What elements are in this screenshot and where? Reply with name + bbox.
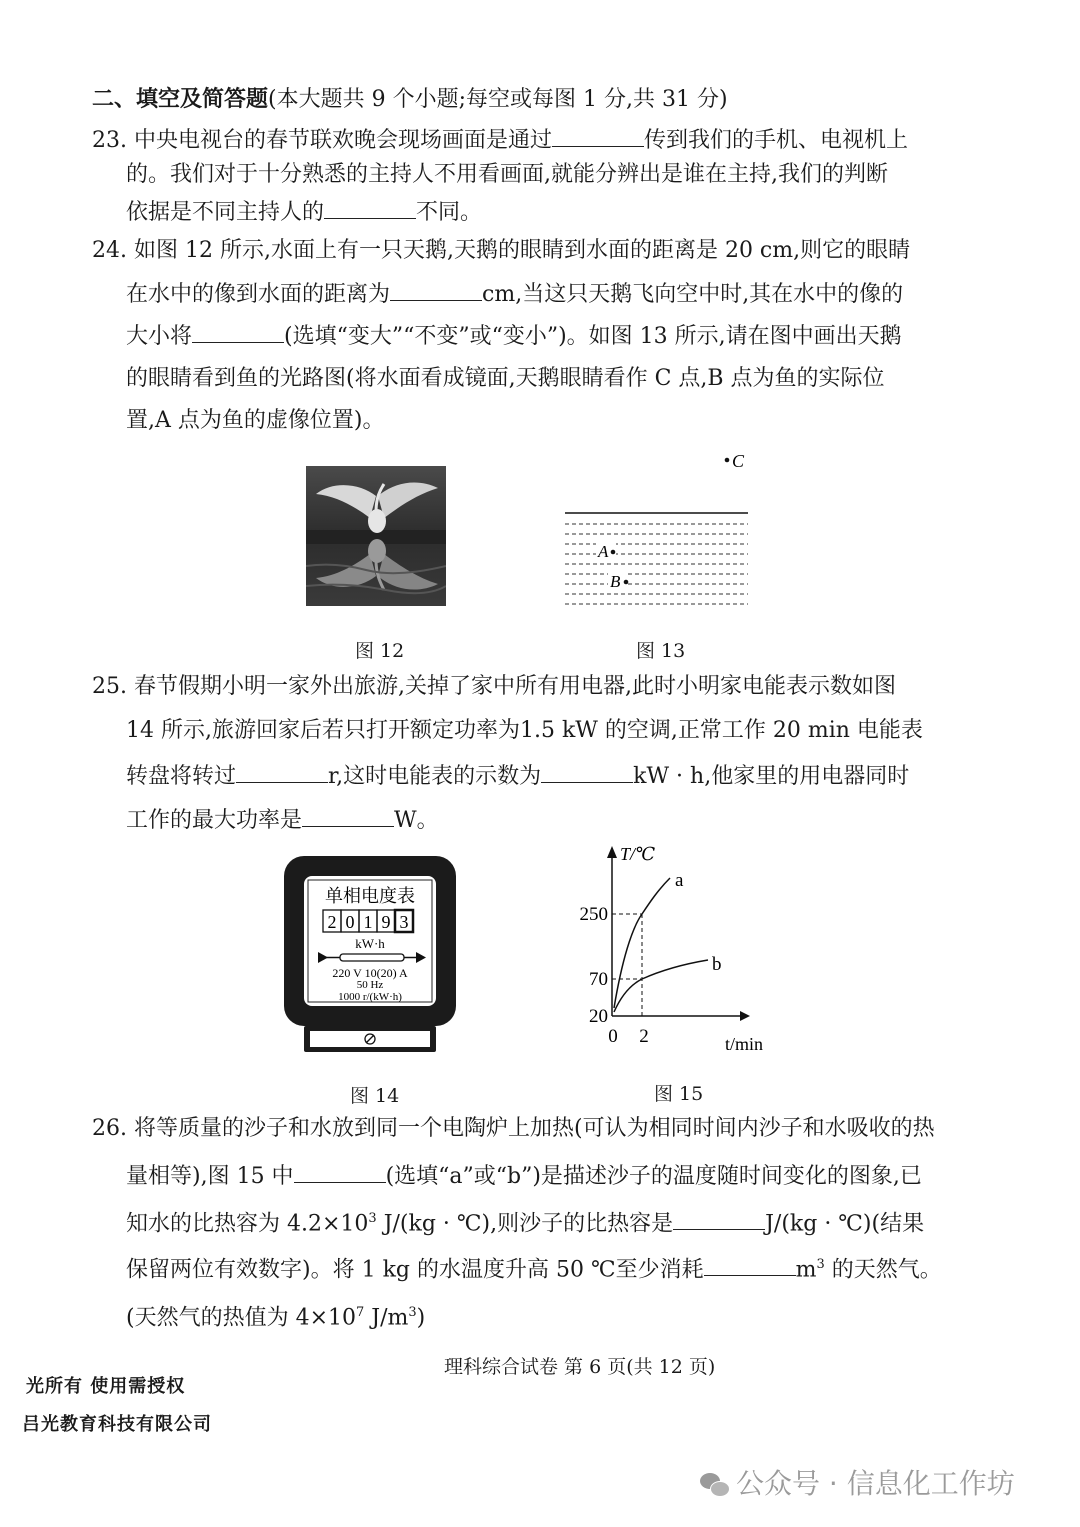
meter-digit: 9 bbox=[381, 912, 391, 932]
figure-15-caption: 图 15 bbox=[654, 1083, 704, 1105]
copyright-company: 吕光教育科技有限公司 bbox=[22, 1414, 212, 1435]
answer-blank[interactable] bbox=[324, 196, 416, 219]
x-axis-label: t/min bbox=[725, 1034, 764, 1054]
point-c bbox=[725, 458, 730, 463]
figure-14-electric-meter bbox=[282, 854, 458, 1056]
answer-blank[interactable] bbox=[236, 760, 328, 783]
page-footer: 理科综合试卷 第 6 页(共 12 页) bbox=[444, 1356, 716, 1378]
y-tick-label: 20 bbox=[589, 1006, 608, 1027]
meter-digit: 3 bbox=[399, 912, 409, 932]
copyright-notice: 光所有 使用需授权 bbox=[26, 1376, 186, 1397]
meter-digit: 1 bbox=[363, 912, 373, 932]
meter-digit: 2 bbox=[327, 912, 337, 932]
figure-14-caption: 图 14 bbox=[350, 1085, 400, 1107]
figure-13-caption: 图 13 bbox=[636, 640, 686, 662]
answer-blank[interactable] bbox=[302, 804, 394, 827]
curve-a-label: a bbox=[675, 870, 684, 891]
answer-blank[interactable] bbox=[390, 278, 482, 301]
curve-b-label: b bbox=[712, 954, 722, 975]
label-b: B bbox=[610, 572, 621, 591]
meter-spec-frequency: 50 Hz bbox=[356, 979, 384, 991]
meter-spec-constant: 1000 r/(kW·h) bbox=[338, 991, 402, 1003]
section-title: 二、填空及简答题(本大题共 9 个小题;每空或每图 1 分,共 31 分) bbox=[92, 86, 728, 112]
x-axis-arrow-icon bbox=[740, 1011, 750, 1021]
meter-unit: kW·h bbox=[355, 936, 385, 951]
y-tick-label: 70 bbox=[589, 969, 608, 990]
water-dashes bbox=[565, 524, 748, 604]
answer-blank[interactable] bbox=[294, 1160, 386, 1183]
x-tick-label: 2 bbox=[639, 1026, 649, 1047]
label-a: A bbox=[598, 542, 609, 561]
y-tick-label: 250 bbox=[579, 904, 608, 925]
y-axis-label: T/℃ bbox=[620, 844, 656, 864]
figure-12-swan-photo bbox=[306, 466, 446, 606]
figure-15-graph bbox=[570, 840, 780, 1058]
meter-title: 单相电度表 bbox=[325, 886, 415, 906]
answer-blank[interactable] bbox=[673, 1207, 765, 1230]
point-a bbox=[611, 550, 616, 555]
meter-spec-voltage: 220 V 10(20) A bbox=[332, 966, 408, 980]
answer-blank[interactable] bbox=[704, 1253, 796, 1276]
wechat-icon bbox=[700, 1473, 728, 1497]
y-axis-arrow-icon bbox=[607, 846, 617, 858]
figure-12-caption: 图 12 bbox=[355, 640, 405, 662]
x-tick-label: 0 bbox=[608, 1026, 618, 1047]
figure-13-diagram bbox=[560, 446, 760, 616]
label-c: C bbox=[732, 451, 745, 471]
meter-digit: 0 bbox=[345, 912, 355, 932]
answer-blank[interactable] bbox=[541, 760, 633, 783]
answer-blank[interactable] bbox=[552, 124, 644, 147]
watermark: 公众号 · 信息化工作坊 bbox=[700, 1462, 1015, 1502]
point-b bbox=[624, 580, 629, 585]
curve-b bbox=[614, 960, 708, 1012]
answer-blank[interactable] bbox=[192, 320, 284, 343]
